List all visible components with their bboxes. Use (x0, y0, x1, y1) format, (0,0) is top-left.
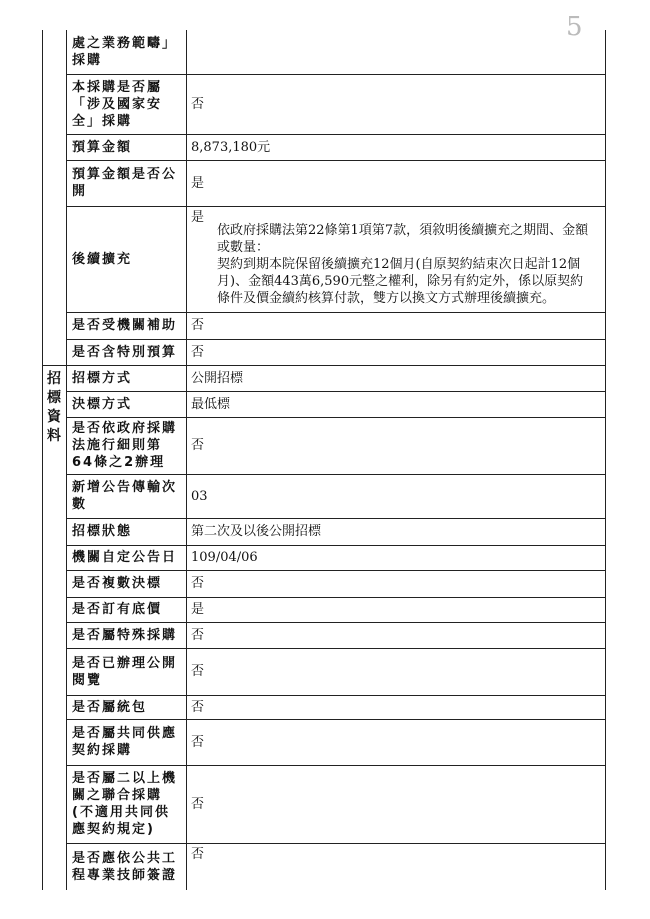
row-label: 招標狀態 (72, 524, 133, 539)
section-label-tender-info: 招標資料 (47, 371, 61, 444)
grid-line (66, 570, 605, 571)
row-value: 否 (191, 318, 205, 333)
row-value: 是 (191, 175, 205, 191)
row-value: 否 (191, 699, 205, 715)
row-value: 公開招標 (191, 370, 244, 386)
extension-detail-line2: 契約到期本院保留後續擴充12個月(自原契約結束次日起計12個月)、金額443萬6,590元整之權利，除另有約定外，係以原契約條件及價金續約核算付款，雙方以換文方式辦理後續擴充。 (217, 257, 584, 306)
row-value: 是 (191, 210, 205, 225)
grid-line (66, 648, 605, 649)
grid-line (66, 160, 605, 161)
row-label: 是否已辦理公開閱覽 (72, 655, 178, 688)
row-value: 第二次及以後公開招標 (191, 524, 322, 539)
row-label: 新增公告傳輸次數 (72, 480, 178, 512)
row-label: 預算金額是否公開 (72, 167, 178, 199)
row-value: 否 (191, 344, 205, 360)
row-label: 是否應依公共工程專業技師簽證 (72, 850, 178, 883)
row-value: 否 (191, 96, 205, 112)
grid-line (42, 30, 43, 890)
row-value: 03 (191, 488, 208, 504)
extension-detail-line1: 依政府採購法第22條第1項第7款，須敘明後續擴充之期間、金額或數量： (217, 223, 589, 255)
extension-detail (217, 222, 595, 307)
grid-line (66, 695, 605, 696)
grid-line (66, 597, 605, 598)
row-label: 決標方式 (72, 396, 133, 412)
row-label: 預算金額 (72, 139, 133, 155)
row-value: 否 (191, 796, 205, 812)
grid-line (66, 134, 605, 135)
grid-line (605, 30, 606, 890)
grid-line (66, 391, 605, 392)
row-label: 是否複數決標 (72, 576, 163, 591)
row-label: 是否屬二以上機關之聯合採購(不適用共同供應契約規定) (72, 771, 178, 837)
row-value: 否 (191, 847, 205, 862)
grid-line (66, 719, 605, 720)
row-label: 後續擴充 (72, 251, 133, 267)
grid-line (66, 30, 67, 890)
row-value: 是 (191, 602, 205, 617)
grid-line (66, 206, 605, 207)
row-label: 是否訂有底價 (72, 602, 163, 617)
row-label: 是否屬共同供應契約採購 (72, 726, 178, 758)
grid-line (66, 518, 605, 519)
row-value: 109/04/06 (191, 550, 258, 565)
row-value: 否 (191, 627, 205, 643)
row-value: 最低標 (191, 396, 231, 412)
grid-line (66, 417, 605, 418)
grid-line (66, 74, 605, 75)
row-value (191, 33, 596, 71)
row-label: 是否屬特殊採購 (72, 627, 178, 643)
row-label: 是否含特別預算 (72, 344, 178, 360)
grid-line (66, 765, 605, 766)
row-label: 處之業務範疇」採購 (72, 36, 178, 68)
row-label: 是否屬統包 (72, 699, 148, 715)
row-label: 是否受機關補助 (72, 318, 178, 333)
row-value: 否 (191, 576, 205, 591)
row-label: 本採購是否屬「涉及國家安全」採購 (72, 79, 163, 129)
grid-line (66, 339, 605, 340)
row-label: 招標方式 (72, 370, 133, 386)
page-number-mark: 5 (566, 12, 583, 42)
grid-line (66, 474, 605, 475)
row-label: 是否依政府採購法施行細則第64條之2辦理 (72, 421, 178, 470)
grid-line (66, 545, 605, 546)
grid-line (66, 843, 605, 844)
grid-line (42, 365, 66, 366)
row-value: 否 (191, 734, 205, 750)
grid-line (66, 312, 605, 313)
grid-line (66, 365, 605, 366)
row-value: 否 (191, 438, 205, 453)
row-value: 否 (191, 664, 205, 679)
row-label: 機關自定公告日 (72, 550, 178, 565)
grid-line (66, 622, 605, 623)
row-value: 8,873,180元 (191, 139, 271, 155)
grid-line (186, 30, 187, 890)
